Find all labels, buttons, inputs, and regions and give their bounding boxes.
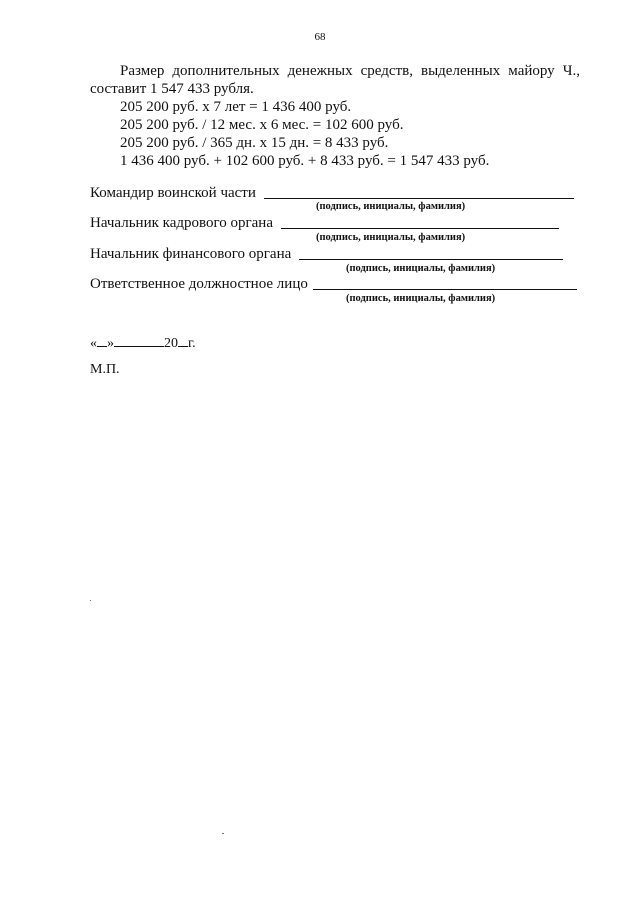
signature-line-personnel-chief[interactable] <box>281 228 559 229</box>
signature-line-finance-chief[interactable] <box>299 259 563 260</box>
signature-hint: (подпись, инициалы, фамилия) <box>316 232 466 243</box>
page-number: 68 <box>314 31 326 43</box>
calculation-line: 205 200 руб. / 365 дн. х 15 дн. = 8 433 руб. <box>120 135 389 151</box>
stamp-place-label: М.П. <box>90 362 120 377</box>
intro-line-2: составит 1 547 433 рубля. <box>90 81 254 97</box>
signature-line-responsible-official[interactable] <box>313 289 577 290</box>
calculation-line: 1 436 400 руб. + 102 600 руб. + 8 433 руб. = 1 547 433 руб. <box>120 153 490 169</box>
intro-paragraph <box>90 62 580 98</box>
date-year-field[interactable] <box>178 334 188 347</box>
signature-role-responsible-official: Ответственное должностное лицо <box>90 276 308 292</box>
scan-speck <box>222 833 224 834</box>
calculation-line: 205 200 руб. х 7 лет = 1 436 400 руб. <box>120 99 352 115</box>
date-day-field[interactable] <box>97 334 107 347</box>
date-month-field[interactable] <box>114 334 164 347</box>
signature-hint: (подпись, инициалы, фамилия) <box>316 201 466 212</box>
calculation-line: 205 200 руб. / 12 мес. х 6 мес. = 102 600 руб. <box>120 117 404 133</box>
date-open-quote: « <box>90 336 97 351</box>
date-year-prefix: 20 <box>164 336 178 351</box>
signature-hint: (подпись, инициалы, фамилия) <box>346 263 496 274</box>
signature-hint: (подпись, инициалы, фамилия) <box>346 293 496 304</box>
date-line <box>90 334 196 352</box>
date-close-quote: » <box>107 336 114 351</box>
scan-speck <box>90 600 91 601</box>
signature-role-personnel-chief: Начальник кадрового органа <box>90 215 273 231</box>
signature-role-finance-chief: Начальник финансового органа <box>90 246 292 262</box>
intro-line-1: Размер дополнительных денежных средств, выделенных майору Ч., <box>120 63 580 79</box>
date-year-suffix: г. <box>188 336 196 351</box>
signature-line-commander[interactable] <box>264 198 574 199</box>
signature-role-commander: Командир воинской части <box>90 185 256 201</box>
